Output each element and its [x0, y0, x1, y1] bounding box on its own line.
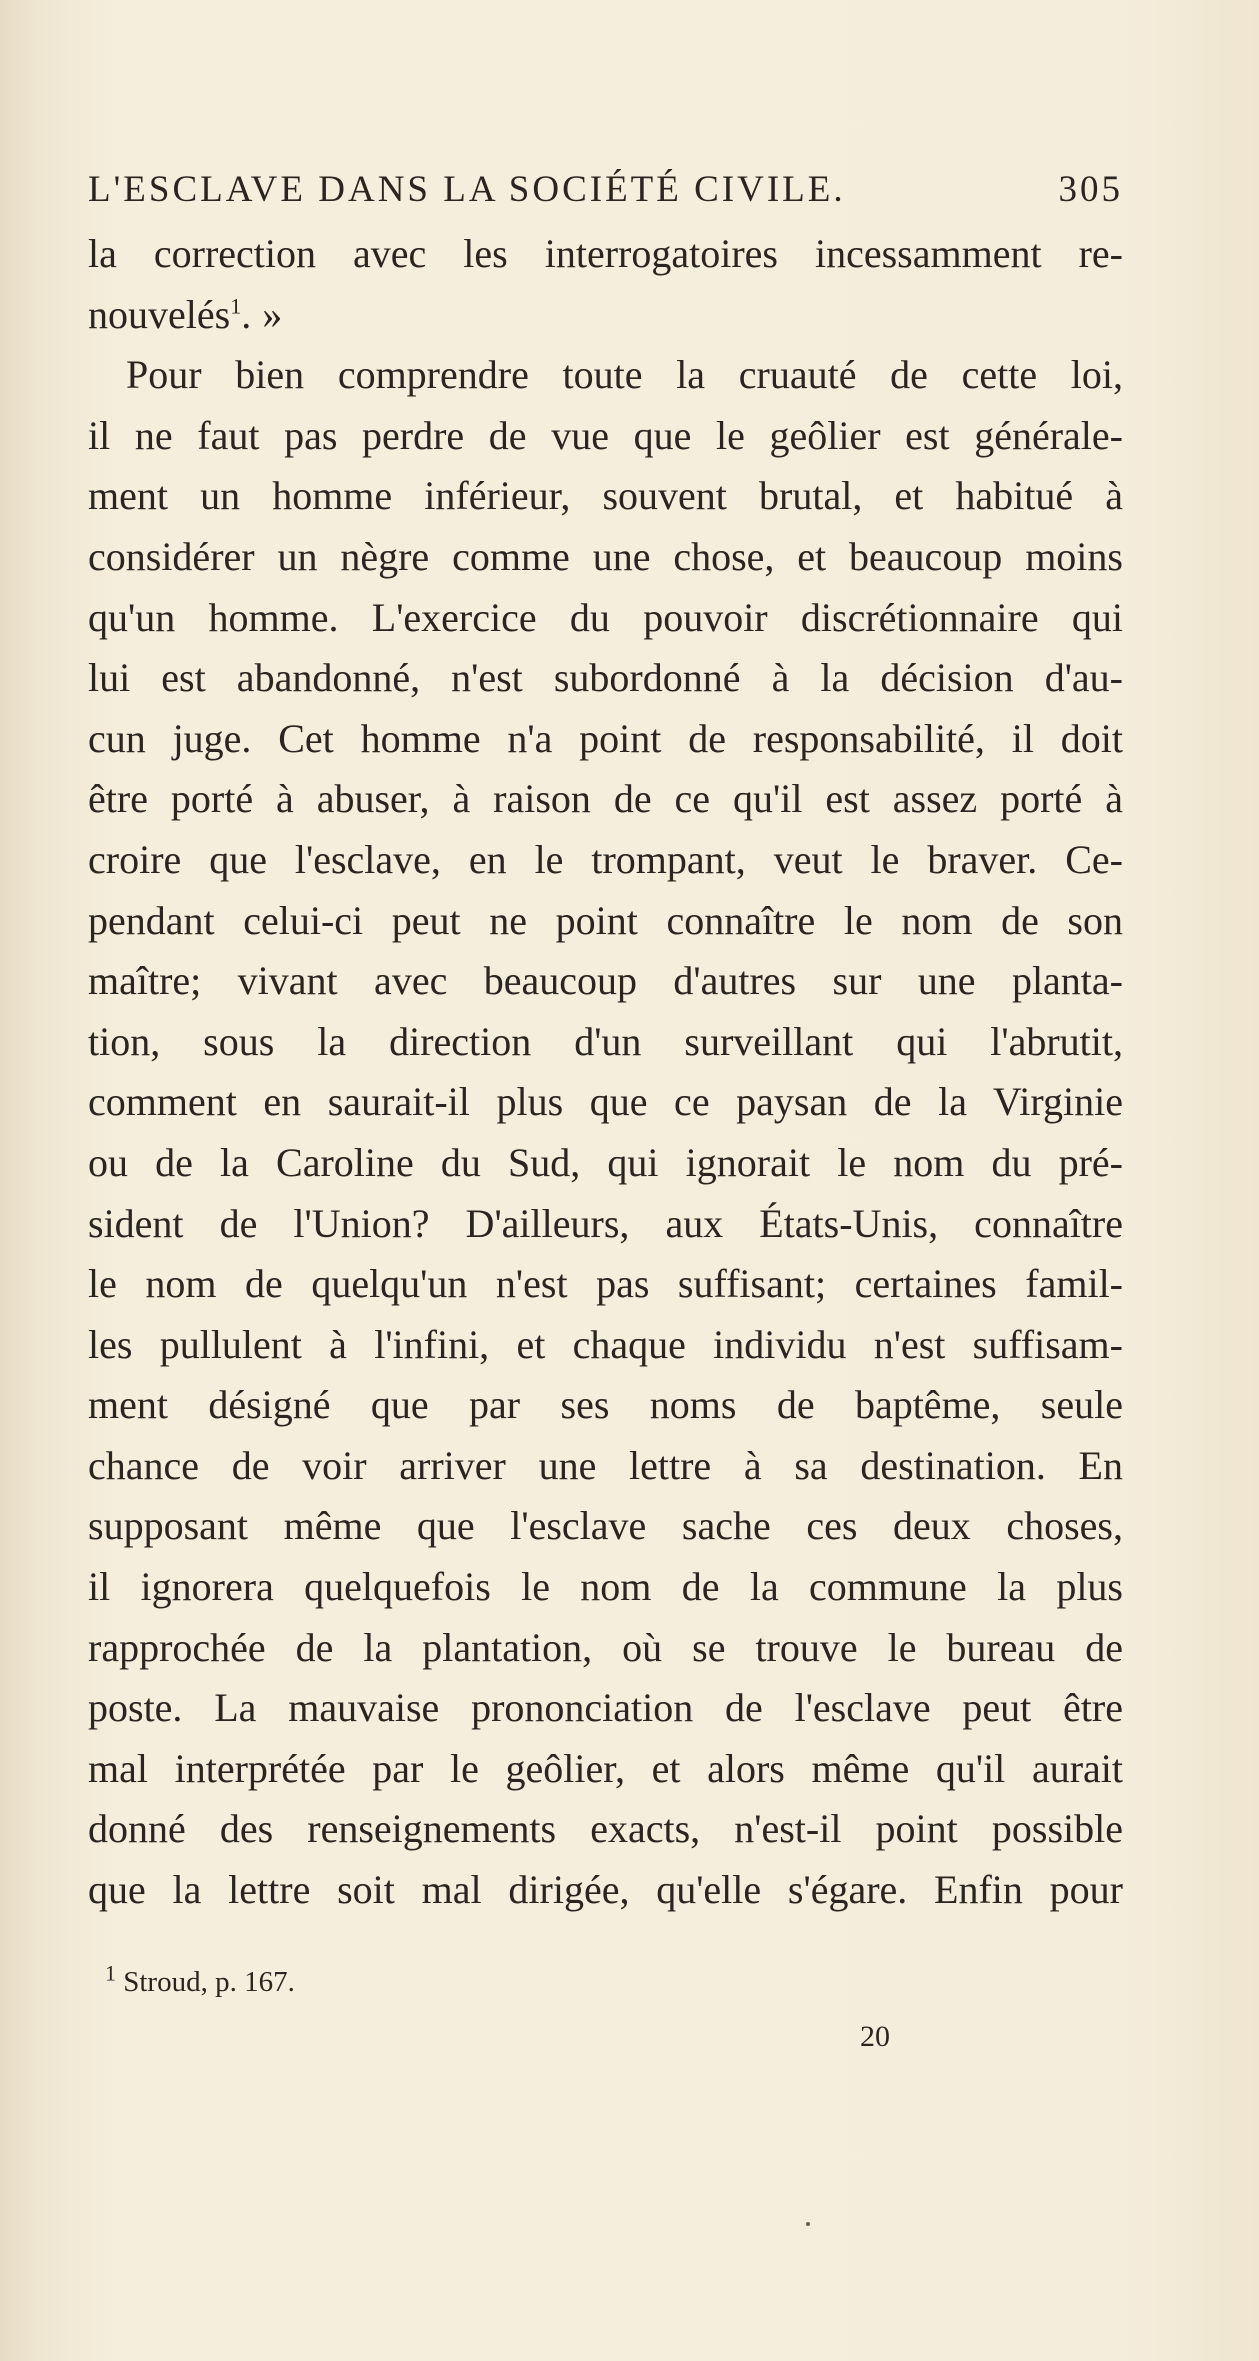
text-line: considérer un nègre comme une chose, et beaucoup moins: [88, 533, 1123, 579]
text-line: que la lettre soit mal dirigée, qu'elle s'égare. Enfin pour: [88, 1867, 1123, 1913]
text-line: il ignorera quelquefois le nom de la commune la plus: [88, 1564, 1123, 1610]
text-line: sident de l'Union? D'ailleurs, aux États-Unis, connaître: [88, 1200, 1123, 1246]
page-number: 305: [1058, 169, 1123, 210]
text-line: ment désigné que par ses noms de baptême, seule: [88, 1382, 1123, 1428]
body-text: [88, 224, 1123, 1921]
text-line: rapprochée de la plantation, où se trouve le bureau de: [88, 1624, 1123, 1670]
page-header: [88, 168, 1123, 222]
text-line: cun juge. Cet homme n'a point de responsabilité, il doit: [88, 715, 1123, 761]
footnote-text: Stroud, p. 167.: [123, 1966, 295, 1998]
text-line: donné des renseignements exacts, n'est-il point possible: [88, 1806, 1123, 1852]
text-line: ment un homme inférieur, souvent brutal, et habitué à: [88, 473, 1123, 519]
text-line: comment en saurait-il plus que ce paysan de la Virginie: [88, 1079, 1123, 1125]
text-line: supposant même que l'esclave sache ces deux choses,: [88, 1503, 1123, 1549]
text-line: lui est abandonné, n'est subordonné à la décision d'au-: [88, 655, 1123, 701]
text-line: le nom de quelqu'un n'est pas suffisant; certaines famil-: [88, 1261, 1123, 1307]
text-line: [88, 285, 1123, 346]
text-line: croire que l'esclave, en le trompant, veut le braver. Ce-: [88, 836, 1123, 882]
text-line-part: nouvelés: [88, 291, 231, 337]
footnote-marker: 1: [105, 1960, 116, 1986]
text-line: pendant celui-ci peut ne point connaître le nom de son: [88, 897, 1123, 943]
text-line: mal interprétée par le geôlier, et alors même qu'il aurait: [88, 1745, 1123, 1791]
signature-mark: 20: [860, 2020, 890, 2053]
text-line: qu'un homme. L'exercice du pouvoir discrétionnaire qui: [88, 594, 1123, 640]
text-line: chance de voir arriver une lettre à sa destination. En: [88, 1442, 1123, 1488]
text-line: Pour bien comprendre toute la cruauté de cette loi,: [126, 352, 1123, 398]
text-line: ou de la Caroline du Sud, qui ignorait le nom du pré-: [88, 1139, 1123, 1185]
text-line: il ne faut pas perdre de vue que le geôlier est générale-: [88, 412, 1123, 458]
text-line: être porté à abuser, à raison de ce qu'il est assez porté à: [88, 776, 1123, 822]
running-title: L'ESCLAVE DANS LA SOCIÉTÉ CIVILE.: [88, 169, 846, 210]
text-line-part: . »: [241, 291, 283, 337]
text-line: la correction avec les interrogatoires incessamment re-: [88, 231, 1123, 276]
footnote: [105, 1960, 295, 1999]
text-line: maître; vivant avec beaucoup d'autres sur une planta-: [88, 958, 1123, 1004]
text-line: poste. La mauvaise prononciation de l'esclave peut être: [88, 1685, 1123, 1731]
footnote-reference[interactable]: 1: [230, 293, 242, 319]
text-line: les pullulent à l'infini, et chaque individu n'est suffisam-: [88, 1321, 1123, 1367]
paper-speck: [806, 2222, 810, 2226]
text-line: tion, sous la direction d'un surveillant qui l'abrutit,: [88, 1018, 1123, 1064]
